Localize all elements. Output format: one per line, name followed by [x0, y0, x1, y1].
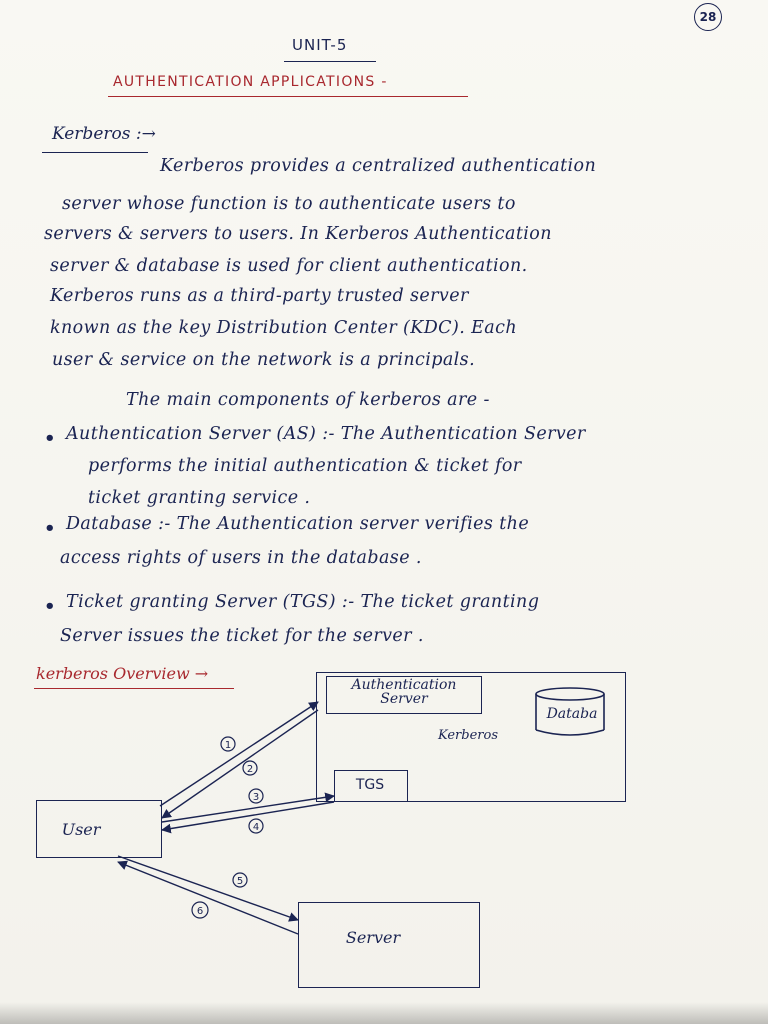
arrow-1 [160, 702, 318, 806]
arrow-number-2 [243, 761, 257, 775]
tgs-label: TGS [355, 777, 385, 793]
svg-text:3: 3 [252, 792, 260, 803]
section-title: AUTHENTICATION APPLICATIONS - [113, 74, 388, 90]
component-line: Authentication Server (AS) :- The Authentication Server [66, 424, 586, 444]
as-label: Authentication Server [351, 677, 457, 707]
server-label: Server [345, 928, 401, 947]
bullet-dot: • [44, 518, 56, 539]
svg-text:5: 5 [236, 876, 244, 887]
arrow-number-3 [249, 789, 263, 803]
svg-text:4: 4 [252, 822, 260, 833]
database-label: Databa [546, 706, 598, 722]
paragraph-line: The main components of kerberos are - [126, 390, 490, 410]
user-label: User [61, 820, 101, 839]
arrow-6 [118, 862, 298, 934]
page-edge-shadow [0, 1002, 768, 1024]
bullet-dot: • [44, 428, 56, 449]
component-line: ticket granting service . [88, 488, 311, 508]
paragraph-line: known as the key Distribution Center (KDC). Each [50, 318, 517, 338]
overview-title: kerberos Overview → [36, 664, 209, 683]
arrow-number-6 [192, 902, 208, 918]
arrow-4 [162, 802, 334, 830]
kerberos-label: Kerberos [438, 728, 498, 743]
paragraph-line: user & service on the network is a principals. [52, 350, 476, 370]
paragraph-line: server & database is used for client authentication. [50, 256, 528, 276]
paragraph-line: Kerberos provides a centralized authentication [160, 156, 597, 176]
topic-heading: Kerberos :→ [52, 124, 156, 144]
svg-text:2: 2 [246, 764, 254, 775]
component-line: Ticket granting Server (TGS) :- The ticket granting [66, 592, 540, 612]
arrow-number-5 [233, 873, 247, 887]
component-line: performs the initial authentication & ticket for [88, 456, 522, 476]
component-line: Server issues the ticket for the server . [60, 626, 424, 646]
unit-title: UNIT-5 [292, 36, 348, 54]
svg-text:1: 1 [224, 740, 232, 751]
arrow-number-4 [249, 819, 263, 833]
bullet-dot: • [44, 596, 56, 617]
svg-text:6: 6 [196, 906, 204, 917]
component-line: Database :- The Authentication server verifies the [66, 514, 530, 534]
component-line: access rights of users in the database . [60, 548, 422, 568]
paragraph-line: server whose function is to authenticate users to [62, 194, 516, 214]
paragraph-line: servers & servers to users. In Kerberos Authentication [44, 224, 552, 244]
paragraph-line: Kerberos runs as a third-party trusted server [50, 286, 469, 306]
arrow-number-1 [221, 737, 235, 751]
page-number: 28 [694, 3, 722, 31]
